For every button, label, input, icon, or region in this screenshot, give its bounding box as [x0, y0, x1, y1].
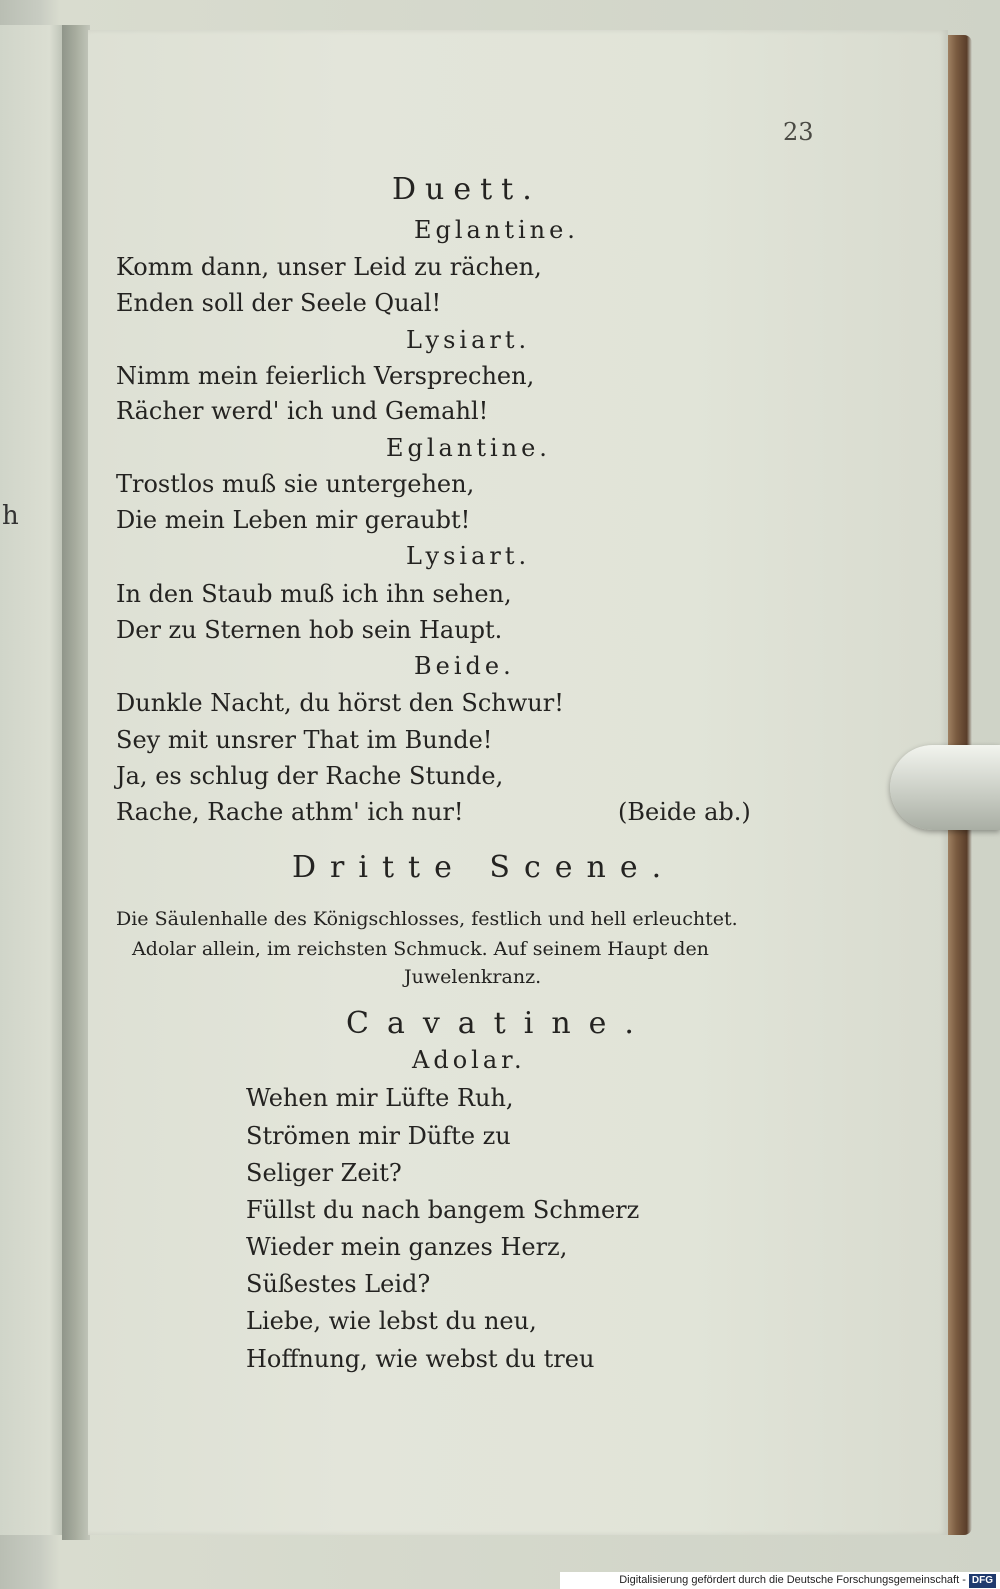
stage-direction-line: Juwelenkranz.: [404, 966, 542, 988]
duet-title: Duett.: [392, 172, 541, 207]
speaker-name: Adolar.: [412, 1046, 526, 1074]
stage-direction-line: Adolar allein, im reichsten Schmuck. Auf seinem Haupt den: [132, 938, 709, 960]
verse-line: Sey mit unsrer That im Bunde!: [116, 726, 493, 754]
verse-line: Dunkle Nacht, du hörst den Schwur!: [116, 689, 564, 717]
speaker-name: Eglantine.: [414, 216, 579, 244]
verse-line: In den Staub muß ich ihn sehen,: [116, 580, 512, 608]
exit-direction: (Beide ab.): [618, 798, 751, 826]
verse-line: Enden soll der Seele Qual!: [116, 289, 442, 317]
stage-direction-line: Die Säulenhalle des Königschlosses, festlich und hell erleuchtet.: [116, 908, 738, 930]
speaker-name: Lysiart.: [406, 326, 531, 354]
verse-line: Wehen mir Lüfte Ruh,: [246, 1084, 514, 1112]
book-gutter: [62, 25, 90, 1540]
scene-title: Dritte Scene.: [292, 850, 676, 885]
dfg-logo: DFG: [969, 1574, 996, 1588]
scanner-clip: [890, 745, 1000, 830]
cavatine-title: Cavatine.: [346, 1006, 652, 1041]
speaker-name: Eglantine.: [386, 434, 551, 462]
verse-line: Strömen mir Düfte zu: [246, 1122, 511, 1150]
verse-line: Der zu Sternen hob sein Haupt.: [116, 616, 503, 644]
page-number: 23: [783, 118, 814, 146]
digitization-footer: [560, 1572, 1000, 1589]
verse-line: Liebe, wie lebst du neu,: [246, 1307, 537, 1335]
verse-line: Trostlos muß sie untergehen,: [116, 470, 475, 498]
verse-line: Ja, es schlug der Rache Stunde,: [116, 762, 504, 790]
verse-line: Süßestes Leid?: [246, 1270, 431, 1298]
footer-credit: Digitalisierung gefördert durch die Deutsche Forschungsgemeinschaft -: [619, 1574, 966, 1586]
speaker-name: Beide.: [414, 652, 515, 680]
verse-line: Rache, Rache athm' ich nur!: [116, 798, 464, 826]
facing-page: [0, 25, 62, 1535]
verse-line: Füllst du nach bangem Schmerz: [246, 1196, 640, 1224]
verse-line: Die mein Leben mir geraubt!: [116, 506, 471, 534]
speaker-name: Lysiart.: [406, 542, 531, 570]
verse-line: Wieder mein ganzes Herz,: [246, 1233, 568, 1261]
verse-line: Komm dann, unser Leid zu rächen,: [116, 253, 542, 281]
verse-line: Seliger Zeit?: [246, 1159, 402, 1187]
facing-page-fragment: h: [2, 501, 19, 531]
verse-line: Hoffnung, wie webst du treu: [246, 1345, 595, 1373]
verse-line: Nimm mein feierlich Versprechen,: [116, 362, 535, 390]
verse-line: Rächer werd' ich und Gemahl!: [116, 397, 489, 425]
